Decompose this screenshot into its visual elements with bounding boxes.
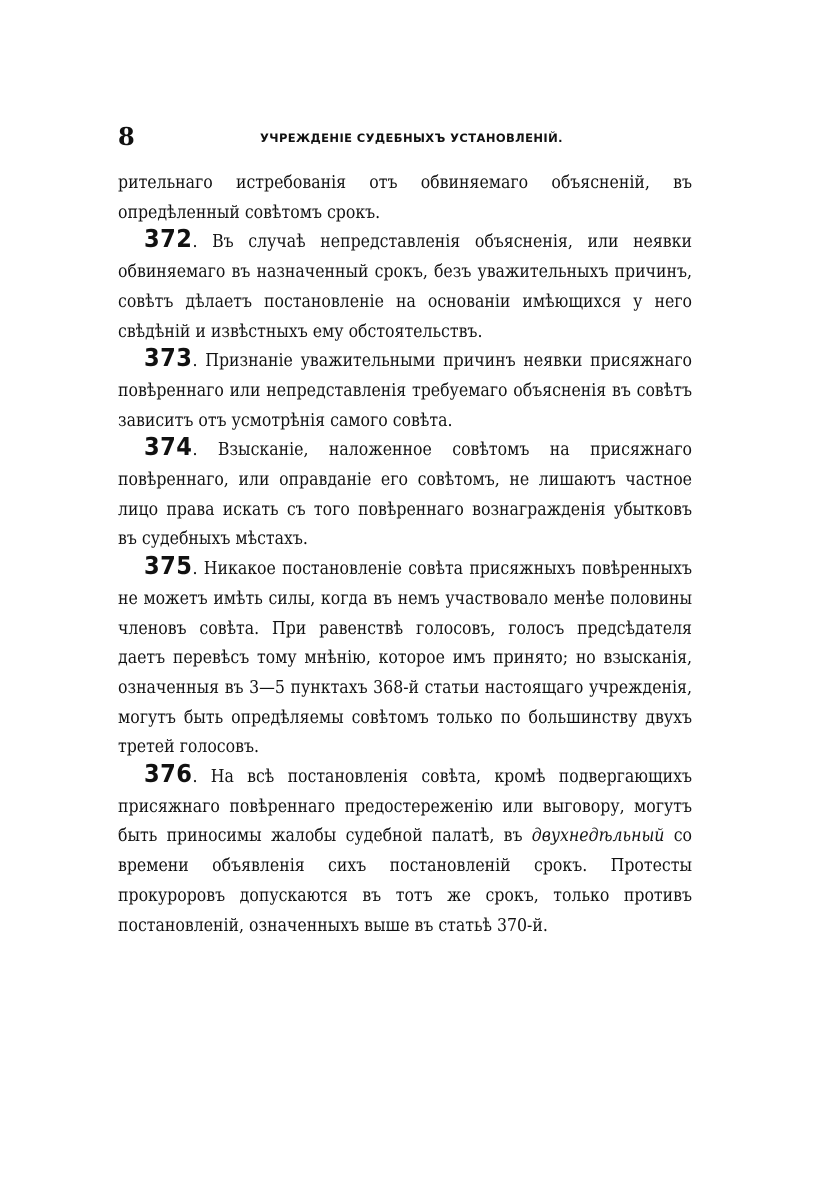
article-375 (118, 551, 692, 763)
article-number: 373 (144, 343, 193, 373)
running-title: УЧРЕЖДЕНІЕ СУДЕБНЫХЪ УСТАНОВЛЕНІЙ. (260, 131, 563, 145)
article-text: . Взысканіе, наложенное совѣтомъ на присяжнаго повѣреннаго, или оправданіе его совѣтомъ, не лишаютъ частное лицо права искать съ того повѣреннаго вознагражденія убытковъ въ судебныхъ мѣстахъ. (118, 440, 692, 550)
article-374 (118, 432, 692, 555)
article-text: . Признаніе уважительными причинъ неявки присяжнаго повѣреннаго или непредставленія требуемаго объясненія въ совѣтъ зависитъ отъ усмотрѣнія самого совѣта. (118, 351, 692, 431)
article-number: 372 (144, 224, 193, 254)
continuation-paragraph: рительнаго истребованія отъ обвиняемаго объясненій, въ опредѣленный совѣтомъ срокъ. (118, 173, 692, 223)
article-373 (118, 343, 692, 436)
article-text-end: со времени объявленія сихъ постановленій срокъ. Протесты прокуроровъ допускаются въ тотъ же срокъ, только противъ постановленій, означенныхъ выше въ статьѣ 370-й. (118, 826, 692, 936)
page-header (118, 122, 688, 152)
page-number: 8 (118, 122, 135, 151)
article-372 (118, 224, 692, 347)
article-text: . Въ случаѣ непредставленія объясненія, или неявки обвиняемаго въ назначенный срокъ, безъ уважительныхъ причинъ, совѣтъ дѣлаетъ постановленіе на основаніи имѣющихся у него свѣдѣній и извѣстныхъ ему обстоятельствъ. (118, 232, 692, 342)
article-number: 376 (144, 759, 193, 789)
article-number: 374 (144, 432, 193, 462)
italic-term: двухнедѣльный (531, 826, 665, 847)
article-number: 375 (144, 551, 193, 581)
page-body (118, 169, 692, 941)
article-376 (118, 759, 692, 941)
article-text: . На всѣ постановленія совѣта, кромѣ подвергающихъ присяжнаго повѣреннаго предостереженію или выговору, могутъ быть приносимы жалобы судебной палатѣ, въ (118, 767, 692, 847)
article-text: . Никакое постановленіе совѣта присяжныхъ повѣренныхъ не можетъ имѣть силы, когда въ немъ участвовало менѣе половины членовъ совѣта. При равенствѣ голосовъ, голосъ предсѣдателя даетъ перевѣсъ тому мнѣнію, которое имъ принято; но взысканія, означенныя въ 3—5 пунктахъ 368-й статьи настоящаго учрежденія, могутъ быть опредѣляемы совѣтомъ только по большинству двухъ третей голосовъ. (118, 559, 692, 758)
